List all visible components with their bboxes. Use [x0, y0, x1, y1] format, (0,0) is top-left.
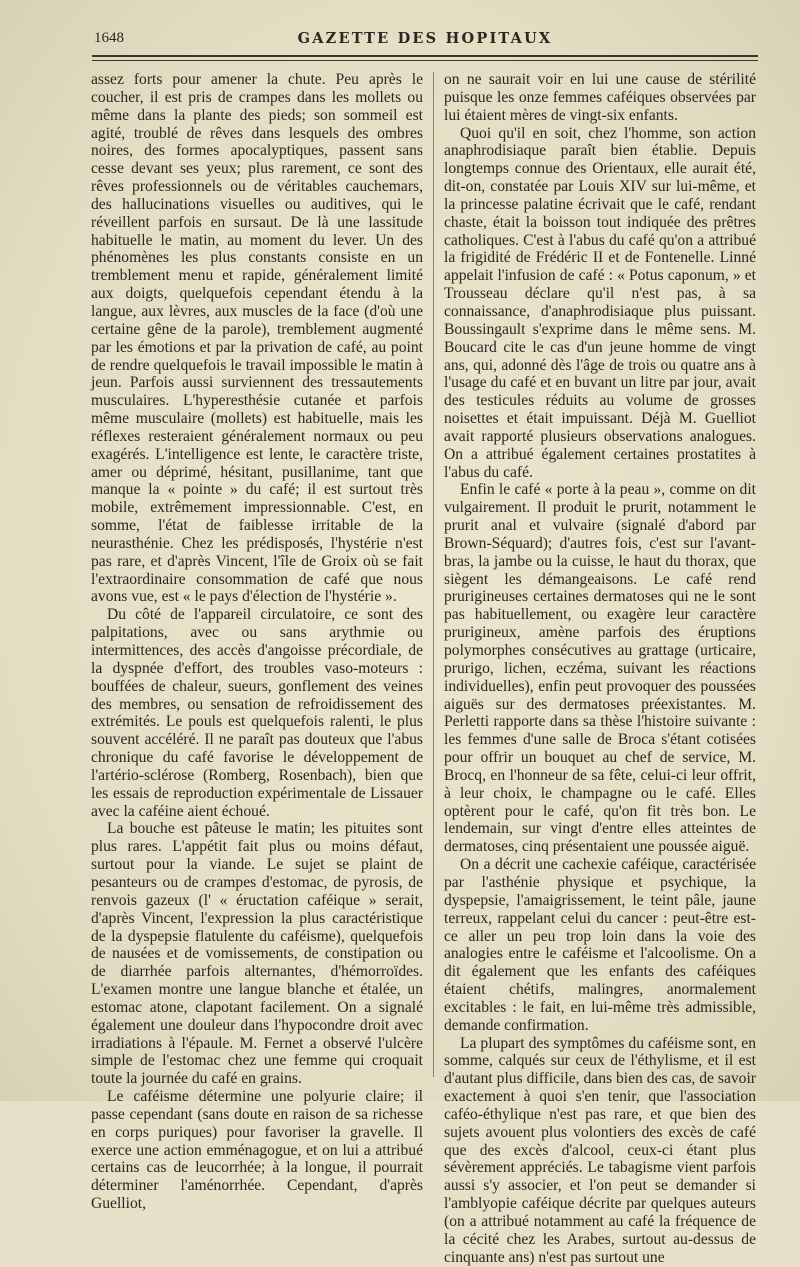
paragraph: assez forts pour amener la chute. Peu après le coucher, il est pris de crampes dans les mollets ou même dans la plante des pieds; son sommeil est agité, troublé de rêves dans lesquels des ombres noires, des formes apocalyptiques, passent sans cesse devant ses yeux; plus rarement, ce sont des rêves professionnels ou de véritables cauchemars, des hallucinations visuelles ou auditives, qui le réveillent parfois en sursaut. De là une lassitude habituelle le matin, au moment du lever. Un des phénomènes les plus constants consiste en un tremblement menu et rapide, généralement limité aux doigts, quelquefois cependant étendu à la langue, aux lèvres, aux muscles de la face (d'où une certaine gêne de la parole), tremblement augmenté par les émotions et par la privation de café, au point de rendre quelquefois le travail impossible le matin à jeun. Parfois aussi surviennent des tressautements musculaires. L'hyperesthésie cutanée et parfois même musculaire (mollets) est habituelle, mais les réflexes resteraient généralement normaux ou peu exagérés. L'intelligence est lente, le caractère triste, amer ou déprimé, hésitant, pusillanime, tant que manque la « pointe » du café; il est surtout très mobile, extrêmement impressionnable. C'est, en somme, l'état de faiblesse irritable de la neurasthénie. Chez les prédisposés, l'hystérie n'est pas rare, et d'après Vincent, l'île de Groix où se fait l'extraordinaire consommation de café que nous avons vue, est « le pays d'élection de l'hystérie ». — [91, 71, 423, 606]
paragraph: La plupart des symptômes du caféisme sont, en somme, calqués sur ceux de l'éthylisme, et il est d'autant plus difficile, dans bien des cas, de savoir exactement à quoi s'en tenir, que l'association caféo-éthylique n'est pas rare, et que bien des sujets avouent plus volontiers des excès de café que des excès d'alcool, ceux-ci étant plus sévèrement appréciés. Le tabagisme vient parfois aussi s'y associer, et l'on peut se demander si l'amblyopie caféique décrite par quelques auteurs (on a attribué notamment au café la fréquence de la cécité chez les Arabes, surtout au-dessus de cinquante ans) n'est pas surtout une — [444, 1034, 756, 1266]
page-number: 1648 — [94, 30, 124, 46]
paragraph: Quoi qu'il en soit, chez l'homme, son action anaphrodisiaque paraît bien établie. Depuis longtemps connue des Orientaux, elle aurait été, dit-on, constatée par Louis XIV sur lui-même, et la princesse palatine écrivait que le café, rendant chaste, était la boisson tout indiquée des prêtres catholiques. C'est à l'abus du café qu'on a attribué la frigidité de Frédéric II et de Fontenelle. Linné appelait l'infusion de café : « Potus caponum, » et Trousseau déclare qu'il n'est pas, à sa connaissance, d'anaphrodisiaque plus puissant. Boussingault s'exprime dans le même sens. M. Boucard cite le cas d'un jeune homme de vingt ans, qui, adonné dès l'âge de trois ou quatre ans à l'usage du café et en buvant un litre par jour, avait des testicules réduits au volume de grosses noisettes et était impuissant. Déjà M. Guelliot avait rapporté plusieurs observations analogues. On a attribué également certaines prostatites à l'abus du café. — [444, 124, 756, 481]
paragraph: Du côté de l'appareil circulatoire, ce sont des palpitations, avec ou sans arythmie ou intermittences, des accès d'angoisse précordiale, de la dyspnée d'effort, des troubles vaso-moteurs : bouffées de chaleur, sueurs, gonflement des veines des membres, ou sensation de refroidissement des extrémités. Le pouls est quelquefois ralenti, le plus souvent accéléré. Il ne paraît pas douteux que l'abus chronique du café favorise le développement de l'artério-sclérose (Romberg, Rosenbach), bien que les essais de reproduction expérimentale de Lissauer avec la caféine aient échoué. — [91, 606, 423, 820]
page-header — [94, 26, 756, 56]
header-rule-thick — [92, 55, 758, 57]
paragraph: Enfin le café « porte à la peau », comme on dit vulgairement. Il produit le prurit, notamment le prurit anal et vulvaire (signalé d'abord par Brown-Séquard); d'autres fois, c'est sur l'avant-bras, la jambe ou la cuisse, le haut du thorax, que siègent les démangeaisons. Le café rend prurigineuses certaines dermatoses qui ne le sont pas habituellement, ou exagère leur caractère prurigineux, amène parfois des éruptions polymorphes consécutives au grattage (urticaire, prurigo, lichen, eczéma, suivant les réactions individuelles), enfin peut provoquer des poussées aiguës sur des dermatoses préexistantes. M. Perletti rapporte dans sa thèse l'histoire suivante : les femmes d'une salle de Broca s'étant cotisées pour offrir un bouquet au chef de service, M. Brocq, en l'honneur de sa fête, celui-ci leur offrit, à leur choix, le champagne ou le café. Elles optèrent pour le café, qu'on fit très bon. Le lendemain, sur vingt d'entre elles atteintes de dermatoses, cinq présentaient une poussée aiguë. — [444, 481, 756, 856]
right-column — [444, 71, 756, 1267]
paragraph: La bouche est pâteuse le matin; les pituites sont plus rares. L'appétit fait plus ou moins défaut, surtout pour la viande. Le sujet se plaint de pesanteurs ou de crampes d'estomac, de pyrosis, de renvois gazeux (l' « éructation caféique » serait, d'après Vincent, l'expression la plus caractéristique de la dyspepsie flatulente du caféisme), quelquefois de nausées et de vomissements, de constipation ou de diarrhée parfois alternantes, d'hémorroïdes. L'examen montre une langue blanche et étalée, un estomac atone, clapotant facilement. On a signalé également une douleur dans l'hypocondre droit avec irradiations à l'épaule. M. Fernet a observé l'ulcère simple de l'estomac chez une femme qui croquait toute la journée du café en grains. — [91, 820, 423, 1088]
column-divider — [433, 72, 434, 1077]
paragraph: Le caféisme détermine une polyurie claire; il passe cependant (sans doute en raison de sa richesse en corps puriques) pour favoriser la gravelle. Il exerce une action emménagogue, et on lui a attribué certains cas de leucorrhée; à la longue, il pourrait déterminer l'aménorrhée. Cependant, d'après Guelliot, — [91, 1088, 423, 1213]
paragraph: on ne saurait voir en lui une cause de stérilité puisque les onze femmes caféiques observées par lui étaient mères de vingt-six enfants. — [444, 71, 756, 124]
header-rule-thin — [92, 60, 758, 61]
left-column — [91, 71, 423, 1213]
paragraph: On a décrit une cachexie caféique, caractérisée par l'asthénie physique et psychique, la dyspepsie, l'amaigrissement, le teint pâle, jaune terreux, rappelant celui du cancer : peut-être est-ce aller un peu trop loin dans la voie des analogies entre le caféisme et l'alcoolisme. On a dit également que les enfants des caféiques étaient chétifs, malingres, anormalement excitables : le fait, en lui-même très admissible, demande confirmation. — [444, 856, 756, 1034]
journal-title: GAZETTE DES HOPITAUX — [297, 30, 553, 47]
